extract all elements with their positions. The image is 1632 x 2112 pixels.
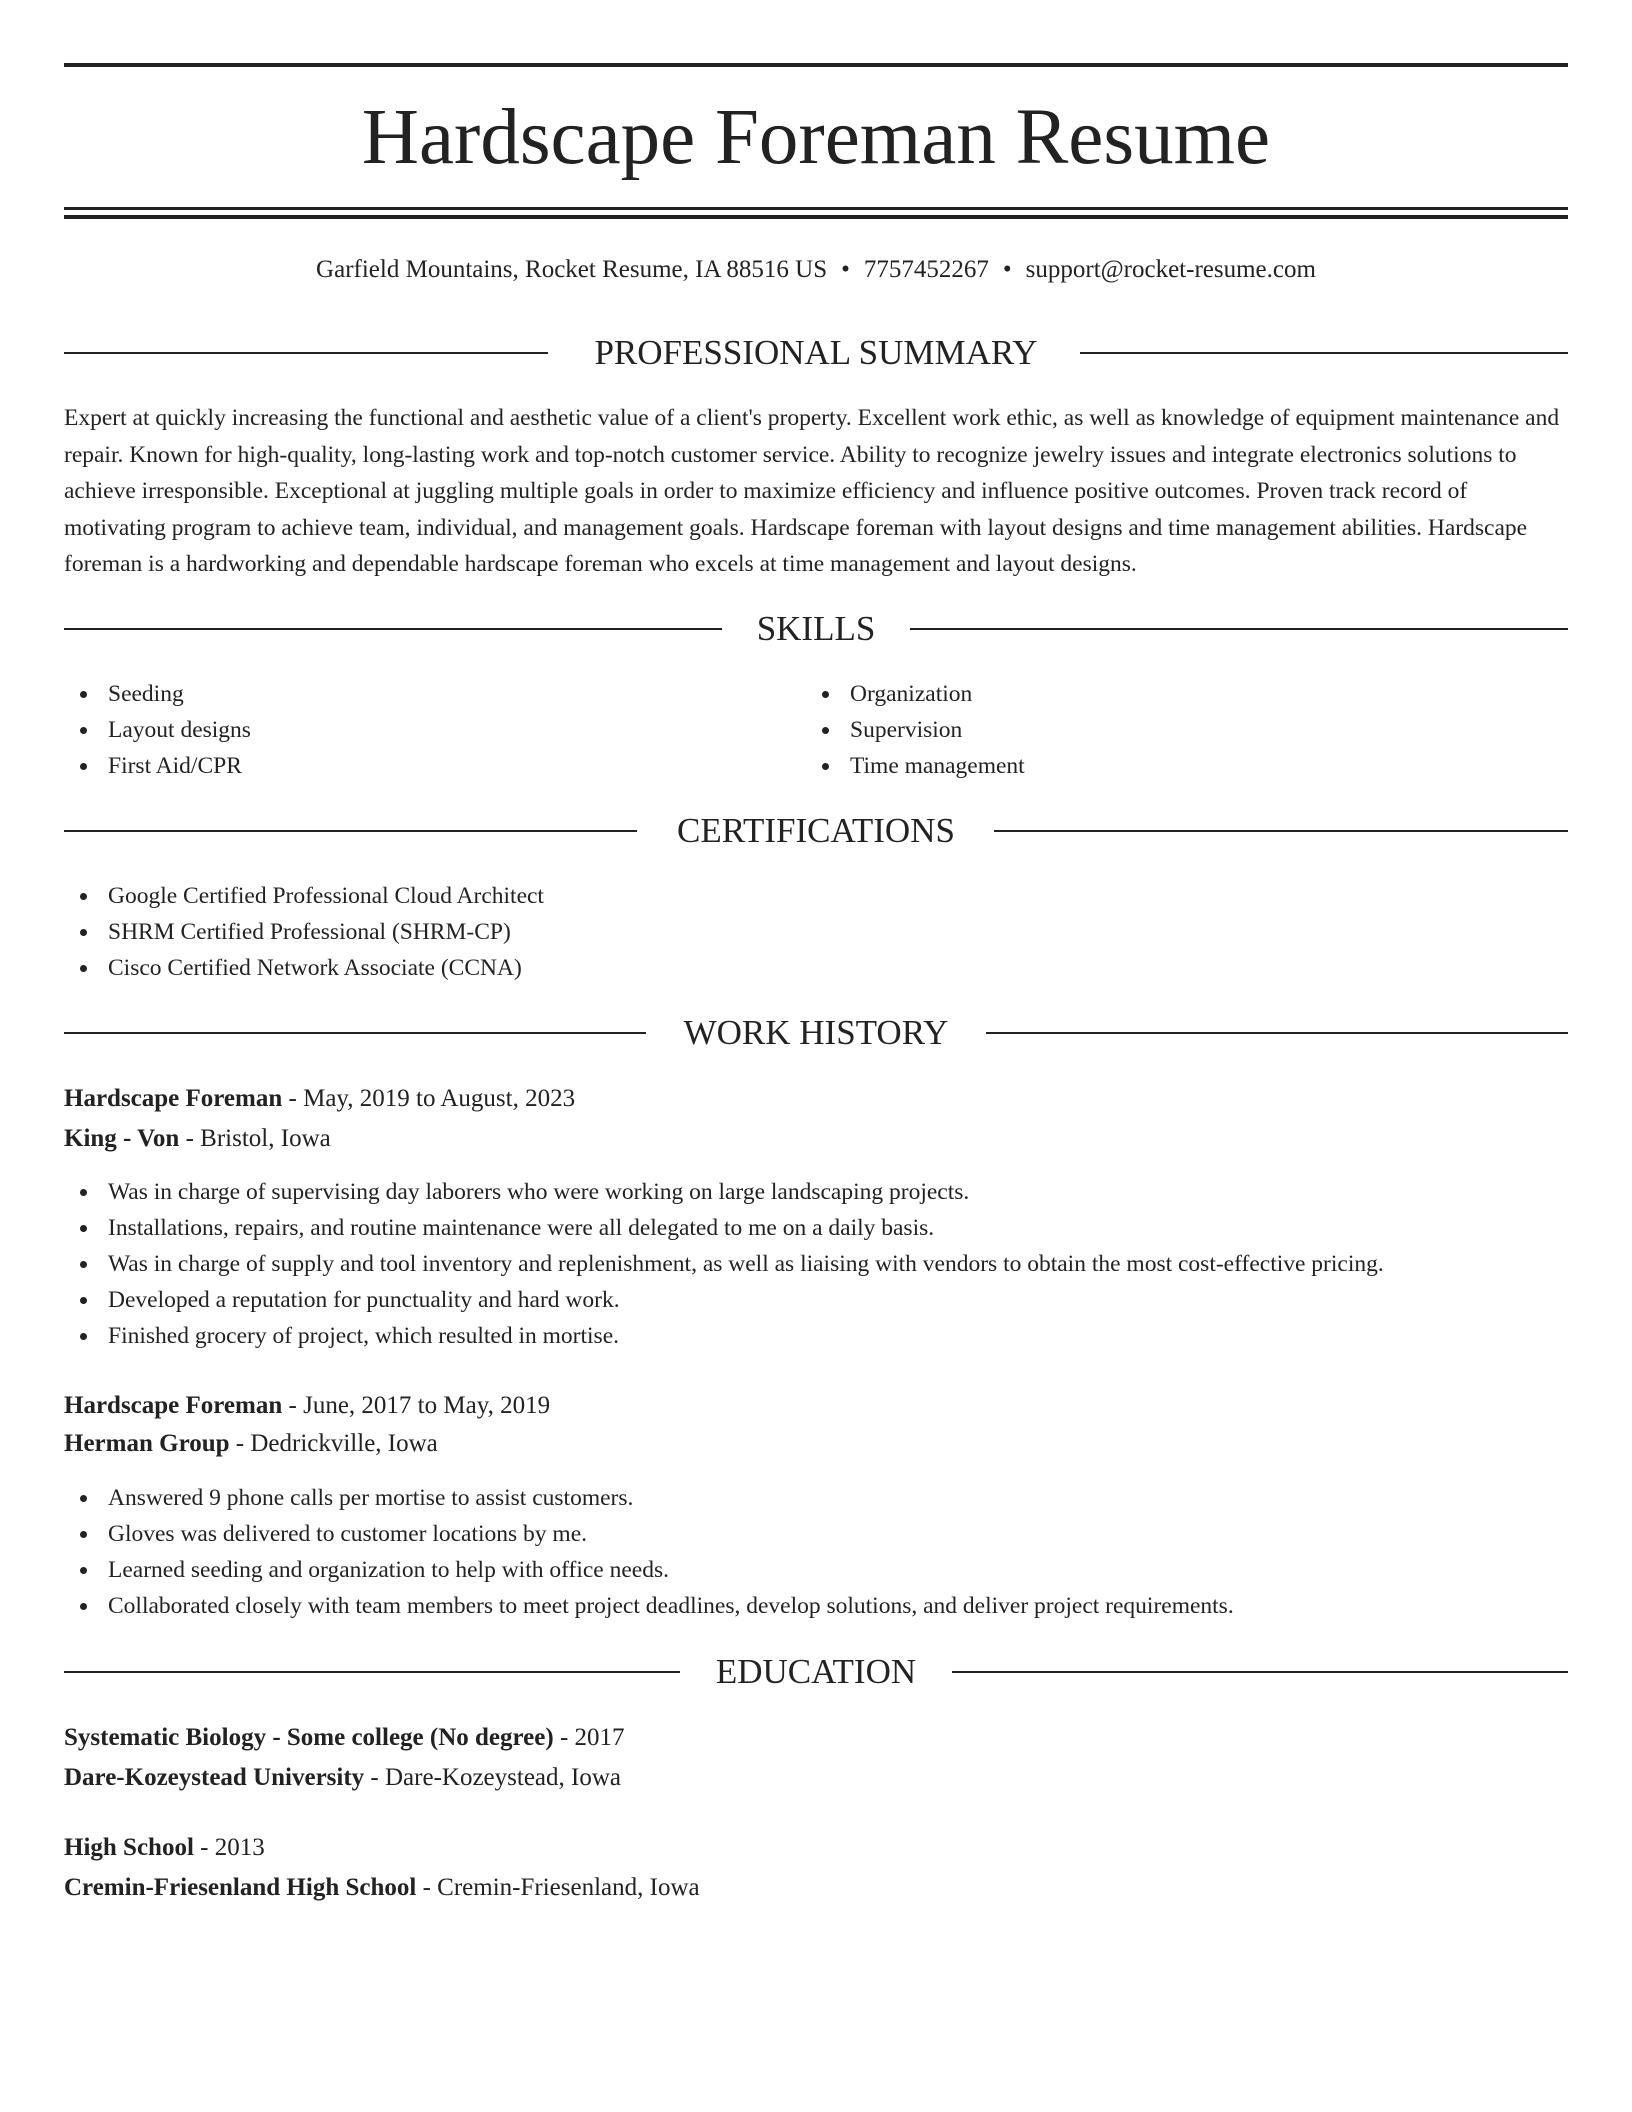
heading-rule-right	[994, 830, 1568, 832]
education-school-line	[64, 1760, 621, 1796]
section-heading-summary	[64, 331, 1568, 375]
certifications-list	[64, 878, 544, 986]
contact-separator: •	[841, 256, 850, 283]
job-bullet: Was in charge of supervising day laborers who were working on large landscaping projects.	[64, 1174, 1384, 1210]
job-location: Dedrickville, Iowa	[250, 1430, 438, 1457]
heading-rule-right	[986, 1032, 1568, 1034]
contact-line	[64, 252, 1568, 288]
section-heading-work-history	[64, 1011, 1568, 1055]
top-rule	[64, 63, 1568, 67]
summary-text: Expert at quickly increasing the functional and aesthetic value of a client's property. Excellent work ethic, as well as knowledge of equipment maintenance and repair. Known for high-quality, long-lasting work and top-notch customer service. Ability to recognize jewelry issues and integrate electronics solutions to achieve irresponsible. Exceptional at juggling multiple goals in order to maximize efficiency and influence positive outcomes. Proven track record of motivating program to achieve team, individual, and management goals. Hardscape foreman with layout designs and time management abilities. Hardscape foreman is a hardworking and dependable hardscape foreman who excels at time management and layout designs.	[64, 405, 1560, 577]
job-bullet: Collaborated closely with team members to meet project deadlines, develop solutions, and deliver project requirements.	[64, 1588, 1234, 1624]
resume-title: Hardscape Foreman Resume	[361, 94, 1271, 181]
contact-email: support@rocket-resume.com	[1025, 256, 1316, 283]
job-title: Hardscape Foreman	[64, 1085, 283, 1112]
skill-item: Time management	[806, 748, 1025, 784]
job-bullet: Was in charge of supply and tool inventory and replenishment, as well as liaising with vendors to obtain the most cost-effective pricing.	[64, 1246, 1384, 1282]
skill-item: First Aid/CPR	[64, 748, 251, 784]
heading-rule-right	[1080, 352, 1568, 354]
education-year: 2017	[574, 1724, 625, 1751]
education-degree-line	[64, 1830, 265, 1866]
heading-rule-right	[952, 1671, 1568, 1673]
dash: -	[185, 1125, 194, 1152]
title-rule-lower	[64, 215, 1568, 219]
education-degree: High School	[64, 1834, 194, 1861]
job-bullet: Developed a reputation for punctuality and hard work.	[64, 1282, 1384, 1318]
certification-item: Cisco Certified Network Associate (CCNA)	[64, 950, 544, 986]
education-degree: Systematic Biology - Some college (No degree)	[64, 1724, 554, 1751]
education-school: Dare-Kozeystead University	[64, 1764, 365, 1791]
section-heading-certifications	[64, 809, 1568, 853]
job-company: Herman Group	[64, 1430, 230, 1457]
heading-rule-right	[910, 628, 1568, 630]
skills-list-left	[64, 676, 251, 784]
section-title: WORK HISTORY	[683, 1013, 949, 1052]
dash: -	[235, 1430, 245, 1457]
education-school: Cremin-Friesenland High School	[64, 1874, 417, 1901]
section-title: EDUCATION	[715, 1652, 917, 1691]
dash: -	[422, 1874, 431, 1901]
education-location: Dare-Kozeystead, Iowa	[385, 1764, 621, 1791]
skill-item: Supervision	[806, 712, 1025, 748]
job-bullets	[64, 1480, 1234, 1624]
section-heading-skills	[64, 607, 1568, 651]
job-bullet: Learned seeding and organization to help with office needs.	[64, 1552, 1234, 1588]
dash: -	[370, 1764, 379, 1791]
job-company-line	[64, 1426, 438, 1462]
education-year: 2013	[214, 1834, 265, 1861]
education-degree-line	[64, 1720, 625, 1756]
job-bullets	[64, 1174, 1384, 1354]
section-title: CERTIFICATIONS	[677, 811, 955, 850]
skill-item: Organization	[806, 676, 1025, 712]
job-bullet: Gloves was delivered to customer locations by me.	[64, 1516, 1234, 1552]
certification-item: SHRM Certified Professional (SHRM-CP)	[64, 914, 544, 950]
dash: -	[559, 1724, 569, 1751]
job-dates: June, 2017 to May, 2019	[303, 1392, 551, 1419]
dash: -	[200, 1834, 209, 1861]
certification-item: Google Certified Professional Cloud Architect	[64, 878, 544, 914]
skills-list-right	[806, 676, 1025, 784]
education-location: Cremin-Friesenland, Iowa	[437, 1874, 700, 1901]
job-company: King - Von	[64, 1125, 180, 1152]
dash: -	[288, 1392, 297, 1419]
job-title-line	[64, 1388, 550, 1424]
title-rule-upper	[64, 207, 1568, 210]
job-title-line	[64, 1081, 575, 1117]
job-location: Bristol, Iowa	[200, 1125, 331, 1152]
job-bullet: Installations, repairs, and routine maintenance were all delegated to me on a daily basis.	[64, 1210, 1384, 1246]
job-company-line	[64, 1121, 331, 1157]
skill-item: Seeding	[64, 676, 251, 712]
job-title: Hardscape Foreman	[64, 1392, 283, 1419]
dash: -	[288, 1085, 297, 1112]
contact-separator: •	[1002, 256, 1012, 283]
job-dates: May, 2019 to August, 2023	[303, 1085, 576, 1112]
section-title: PROFESSIONAL SUMMARY	[594, 333, 1038, 372]
job-bullet: Finished grocery of project, which resulted in mortise.	[64, 1318, 1384, 1354]
section-heading-education	[64, 1650, 1568, 1694]
job-bullet: Answered 9 phone calls per mortise to assist customers.	[64, 1480, 1234, 1516]
skill-item: Layout designs	[64, 712, 251, 748]
contact-address: Garfield Mountains, Rocket Resume, IA 88516 US	[316, 256, 828, 283]
education-school-line	[64, 1870, 700, 1906]
contact-phone: 7757452267	[863, 256, 989, 283]
section-title: SKILLS	[756, 609, 876, 648]
